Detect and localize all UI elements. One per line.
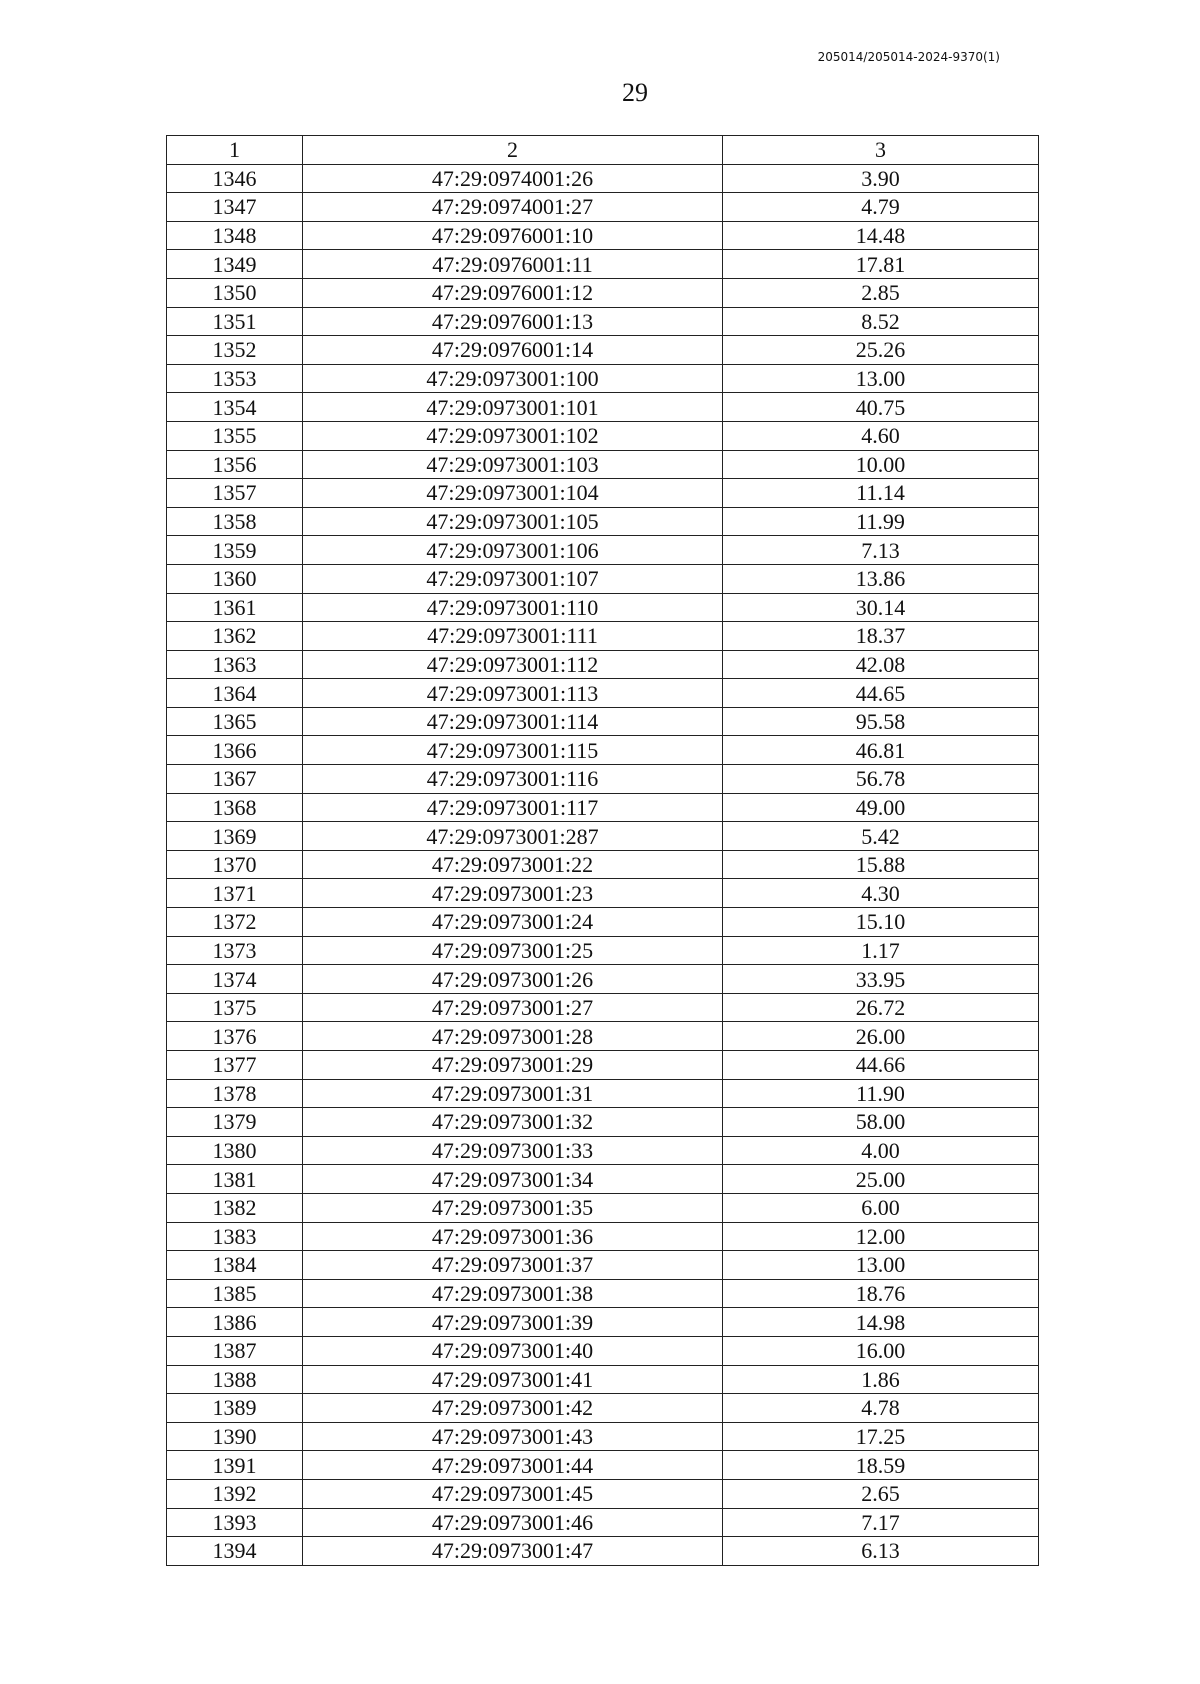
table-row xyxy=(167,307,1039,336)
cadastral-number-cell: 47:29:0973001:46 xyxy=(303,1508,723,1537)
cadastral-number-cell: 47:29:0973001:113 xyxy=(303,679,723,708)
table-row xyxy=(167,765,1039,794)
row-number-cell: 1364 xyxy=(167,679,303,708)
area-cell: 13.86 xyxy=(723,564,1039,593)
row-number-cell: 1347 xyxy=(167,193,303,222)
cadastral-number-cell: 47:29:0973001:105 xyxy=(303,507,723,536)
cadastral-number-cell: 47:29:0976001:14 xyxy=(303,336,723,365)
table-row xyxy=(167,850,1039,879)
row-number-cell: 1394 xyxy=(167,1537,303,1566)
cadastral-number-cell: 47:29:0973001:27 xyxy=(303,993,723,1022)
table-row xyxy=(167,278,1039,307)
row-number-cell: 1386 xyxy=(167,1308,303,1337)
area-cell: 13.00 xyxy=(723,1251,1039,1280)
row-number-cell: 1380 xyxy=(167,1136,303,1165)
table-row xyxy=(167,993,1039,1022)
area-cell: 5.42 xyxy=(723,822,1039,851)
area-cell: 3.90 xyxy=(723,164,1039,193)
row-number-cell: 1374 xyxy=(167,965,303,994)
cadastral-number-cell: 47:29:0973001:44 xyxy=(303,1451,723,1480)
table-row xyxy=(167,736,1039,765)
area-cell: 49.00 xyxy=(723,793,1039,822)
area-cell: 40.75 xyxy=(723,393,1039,422)
area-cell: 4.00 xyxy=(723,1136,1039,1165)
table-header-row xyxy=(167,136,1039,165)
cadastral-number-cell: 47:29:0973001:33 xyxy=(303,1136,723,1165)
page-number: 29 xyxy=(622,78,648,107)
cadastral-number-cell: 47:29:0973001:43 xyxy=(303,1422,723,1451)
table-row xyxy=(167,507,1039,536)
row-number-cell: 1359 xyxy=(167,536,303,565)
row-number-cell: 1384 xyxy=(167,1251,303,1280)
cadastral-number-cell: 47:29:0973001:35 xyxy=(303,1193,723,1222)
cadastral-number-cell: 47:29:0973001:40 xyxy=(303,1336,723,1365)
table-row xyxy=(167,593,1039,622)
table-row xyxy=(167,1537,1039,1566)
area-cell: 11.99 xyxy=(723,507,1039,536)
table-body xyxy=(167,164,1039,1565)
table-row xyxy=(167,1479,1039,1508)
area-cell: 14.98 xyxy=(723,1308,1039,1337)
cadastral-number-cell: 47:29:0973001:36 xyxy=(303,1222,723,1251)
row-number-cell: 1349 xyxy=(167,250,303,279)
row-number-cell: 1372 xyxy=(167,908,303,937)
cadastral-number-cell: 47:29:0973001:111 xyxy=(303,622,723,651)
row-number-cell: 1366 xyxy=(167,736,303,765)
row-number-cell: 1365 xyxy=(167,707,303,736)
area-cell: 18.59 xyxy=(723,1451,1039,1480)
area-cell: 17.81 xyxy=(723,250,1039,279)
area-cell: 58.00 xyxy=(723,1108,1039,1137)
cadastral-number-cell: 47:29:0973001:101 xyxy=(303,393,723,422)
cadastral-number-cell: 47:29:0973001:39 xyxy=(303,1308,723,1337)
row-number-cell: 1357 xyxy=(167,479,303,508)
cadastral-number-cell: 47:29:0973001:34 xyxy=(303,1165,723,1194)
row-number-cell: 1389 xyxy=(167,1394,303,1423)
area-cell: 25.26 xyxy=(723,336,1039,365)
area-cell: 11.90 xyxy=(723,1079,1039,1108)
area-cell: 16.00 xyxy=(723,1336,1039,1365)
table-row xyxy=(167,1279,1039,1308)
parcel-table xyxy=(166,135,1039,1566)
table-row xyxy=(167,564,1039,593)
area-cell: 4.30 xyxy=(723,879,1039,908)
table-row xyxy=(167,1022,1039,1051)
table-row xyxy=(167,793,1039,822)
row-number-cell: 1377 xyxy=(167,1051,303,1080)
row-number-cell: 1376 xyxy=(167,1022,303,1051)
row-number-cell: 1390 xyxy=(167,1422,303,1451)
row-number-cell: 1378 xyxy=(167,1079,303,1108)
row-number-cell: 1370 xyxy=(167,850,303,879)
table-row xyxy=(167,193,1039,222)
cadastral-number-cell: 47:29:0976001:13 xyxy=(303,307,723,336)
table-row xyxy=(167,450,1039,479)
area-cell: 4.78 xyxy=(723,1394,1039,1423)
area-cell: 4.79 xyxy=(723,193,1039,222)
area-cell: 95.58 xyxy=(723,707,1039,736)
cadastral-number-cell: 47:29:0973001:26 xyxy=(303,965,723,994)
cadastral-number-cell: 47:29:0973001:42 xyxy=(303,1394,723,1423)
cadastral-number-cell: 47:29:0976001:10 xyxy=(303,221,723,250)
area-cell: 42.08 xyxy=(723,650,1039,679)
area-cell: 1.17 xyxy=(723,936,1039,965)
area-cell: 18.76 xyxy=(723,1279,1039,1308)
table-row xyxy=(167,1193,1039,1222)
cadastral-number-cell: 47:29:0973001:102 xyxy=(303,421,723,450)
cadastral-number-cell: 47:29:0973001:23 xyxy=(303,879,723,908)
area-cell: 1.86 xyxy=(723,1365,1039,1394)
row-number-cell: 1354 xyxy=(167,393,303,422)
table-row xyxy=(167,1108,1039,1137)
row-number-cell: 1383 xyxy=(167,1222,303,1251)
table-row xyxy=(167,822,1039,851)
table-row xyxy=(167,336,1039,365)
cadastral-number-cell: 47:29:0976001:11 xyxy=(303,250,723,279)
table-row xyxy=(167,1365,1039,1394)
cadastral-number-cell: 47:29:0973001:115 xyxy=(303,736,723,765)
table-row xyxy=(167,479,1039,508)
column-header: 1 xyxy=(167,136,303,165)
row-number-cell: 1367 xyxy=(167,765,303,794)
cadastral-number-cell: 47:29:0973001:25 xyxy=(303,936,723,965)
row-number-cell: 1388 xyxy=(167,1365,303,1394)
area-cell: 6.00 xyxy=(723,1193,1039,1222)
row-number-cell: 1379 xyxy=(167,1108,303,1137)
table-row xyxy=(167,421,1039,450)
row-number-cell: 1362 xyxy=(167,622,303,651)
area-cell: 14.48 xyxy=(723,221,1039,250)
table-row xyxy=(167,622,1039,651)
area-cell: 10.00 xyxy=(723,450,1039,479)
area-cell: 44.66 xyxy=(723,1051,1039,1080)
table-row xyxy=(167,1222,1039,1251)
table-row xyxy=(167,1422,1039,1451)
table-row xyxy=(167,164,1039,193)
area-cell: 46.81 xyxy=(723,736,1039,765)
cadastral-number-cell: 47:29:0973001:37 xyxy=(303,1251,723,1280)
row-number-cell: 1369 xyxy=(167,822,303,851)
cadastral-number-cell: 47:29:0973001:117 xyxy=(303,793,723,822)
table-row xyxy=(167,936,1039,965)
cadastral-number-cell: 47:29:0973001:106 xyxy=(303,536,723,565)
row-number-cell: 1375 xyxy=(167,993,303,1022)
area-cell: 12.00 xyxy=(723,1222,1039,1251)
table-row xyxy=(167,1079,1039,1108)
row-number-cell: 1387 xyxy=(167,1336,303,1365)
table-row xyxy=(167,1394,1039,1423)
row-number-cell: 1363 xyxy=(167,650,303,679)
cadastral-number-cell: 47:29:0973001:287 xyxy=(303,822,723,851)
cadastral-number-cell: 47:29:0973001:112 xyxy=(303,650,723,679)
row-number-cell: 1353 xyxy=(167,364,303,393)
table-row xyxy=(167,1336,1039,1365)
area-cell: 33.95 xyxy=(723,965,1039,994)
area-cell: 2.85 xyxy=(723,278,1039,307)
area-cell: 56.78 xyxy=(723,765,1039,794)
cadastral-number-cell: 47:29:0973001:116 xyxy=(303,765,723,794)
cadastral-number-cell: 47:29:0973001:114 xyxy=(303,707,723,736)
area-cell: 7.13 xyxy=(723,536,1039,565)
table-row xyxy=(167,1051,1039,1080)
area-cell: 13.00 xyxy=(723,364,1039,393)
area-cell: 18.37 xyxy=(723,622,1039,651)
cadastral-number-cell: 47:29:0973001:41 xyxy=(303,1365,723,1394)
area-cell: 2.65 xyxy=(723,1479,1039,1508)
table-row xyxy=(167,1508,1039,1537)
cadastral-number-cell: 47:29:0973001:32 xyxy=(303,1108,723,1137)
row-number-cell: 1355 xyxy=(167,421,303,450)
row-number-cell: 1352 xyxy=(167,336,303,365)
cadastral-number-cell: 47:29:0973001:103 xyxy=(303,450,723,479)
row-number-cell: 1346 xyxy=(167,164,303,193)
table-row xyxy=(167,364,1039,393)
area-cell: 30.14 xyxy=(723,593,1039,622)
row-number-cell: 1351 xyxy=(167,307,303,336)
cadastral-number-cell: 47:29:0974001:26 xyxy=(303,164,723,193)
row-number-cell: 1358 xyxy=(167,507,303,536)
table-row xyxy=(167,393,1039,422)
cadastral-number-cell: 47:29:0973001:29 xyxy=(303,1051,723,1080)
cadastral-number-cell: 47:29:0973001:22 xyxy=(303,850,723,879)
row-number-cell: 1393 xyxy=(167,1508,303,1537)
cadastral-number-cell: 47:29:0973001:31 xyxy=(303,1079,723,1108)
area-cell: 8.52 xyxy=(723,307,1039,336)
area-cell: 11.14 xyxy=(723,479,1039,508)
row-number-cell: 1348 xyxy=(167,221,303,250)
table-row xyxy=(167,879,1039,908)
table-row xyxy=(167,707,1039,736)
cadastral-number-cell: 47:29:0973001:28 xyxy=(303,1022,723,1051)
cadastral-number-cell: 47:29:0976001:12 xyxy=(303,278,723,307)
row-number-cell: 1360 xyxy=(167,564,303,593)
table-row xyxy=(167,221,1039,250)
area-cell: 44.65 xyxy=(723,679,1039,708)
cadastral-number-cell: 47:29:0973001:100 xyxy=(303,364,723,393)
area-cell: 26.00 xyxy=(723,1022,1039,1051)
row-number-cell: 1371 xyxy=(167,879,303,908)
row-number-cell: 1373 xyxy=(167,936,303,965)
area-cell: 4.60 xyxy=(723,421,1039,450)
table-row xyxy=(167,1136,1039,1165)
table-row xyxy=(167,679,1039,708)
area-cell: 7.17 xyxy=(723,1508,1039,1537)
row-number-cell: 1368 xyxy=(167,793,303,822)
cadastral-number-cell: 47:29:0973001:24 xyxy=(303,908,723,937)
area-cell: 26.72 xyxy=(723,993,1039,1022)
table-row xyxy=(167,1165,1039,1194)
column-header: 3 xyxy=(723,136,1039,165)
row-number-cell: 1391 xyxy=(167,1451,303,1480)
cadastral-number-cell: 47:29:0973001:107 xyxy=(303,564,723,593)
cadastral-number-cell: 47:29:0973001:104 xyxy=(303,479,723,508)
area-cell: 17.25 xyxy=(723,1422,1039,1451)
table-row xyxy=(167,536,1039,565)
area-cell: 25.00 xyxy=(723,1165,1039,1194)
table-row xyxy=(167,908,1039,937)
row-number-cell: 1392 xyxy=(167,1479,303,1508)
table-row xyxy=(167,965,1039,994)
column-header: 2 xyxy=(303,136,723,165)
document-id: 205014/205014-2024-9370(1) xyxy=(817,50,1000,64)
table-row xyxy=(167,250,1039,279)
table-row xyxy=(167,1308,1039,1337)
row-number-cell: 1361 xyxy=(167,593,303,622)
area-cell: 15.10 xyxy=(723,908,1039,937)
table-row xyxy=(167,1251,1039,1280)
row-number-cell: 1382 xyxy=(167,1193,303,1222)
area-cell: 15.88 xyxy=(723,850,1039,879)
table-row xyxy=(167,1451,1039,1480)
cadastral-number-cell: 47:29:0973001:47 xyxy=(303,1537,723,1566)
table-row xyxy=(167,650,1039,679)
row-number-cell: 1381 xyxy=(167,1165,303,1194)
row-number-cell: 1356 xyxy=(167,450,303,479)
cadastral-number-cell: 47:29:0973001:110 xyxy=(303,593,723,622)
cadastral-number-cell: 47:29:0973001:38 xyxy=(303,1279,723,1308)
row-number-cell: 1385 xyxy=(167,1279,303,1308)
cadastral-number-cell: 47:29:0974001:27 xyxy=(303,193,723,222)
row-number-cell: 1350 xyxy=(167,278,303,307)
area-cell: 6.13 xyxy=(723,1537,1039,1566)
cadastral-number-cell: 47:29:0973001:45 xyxy=(303,1479,723,1508)
